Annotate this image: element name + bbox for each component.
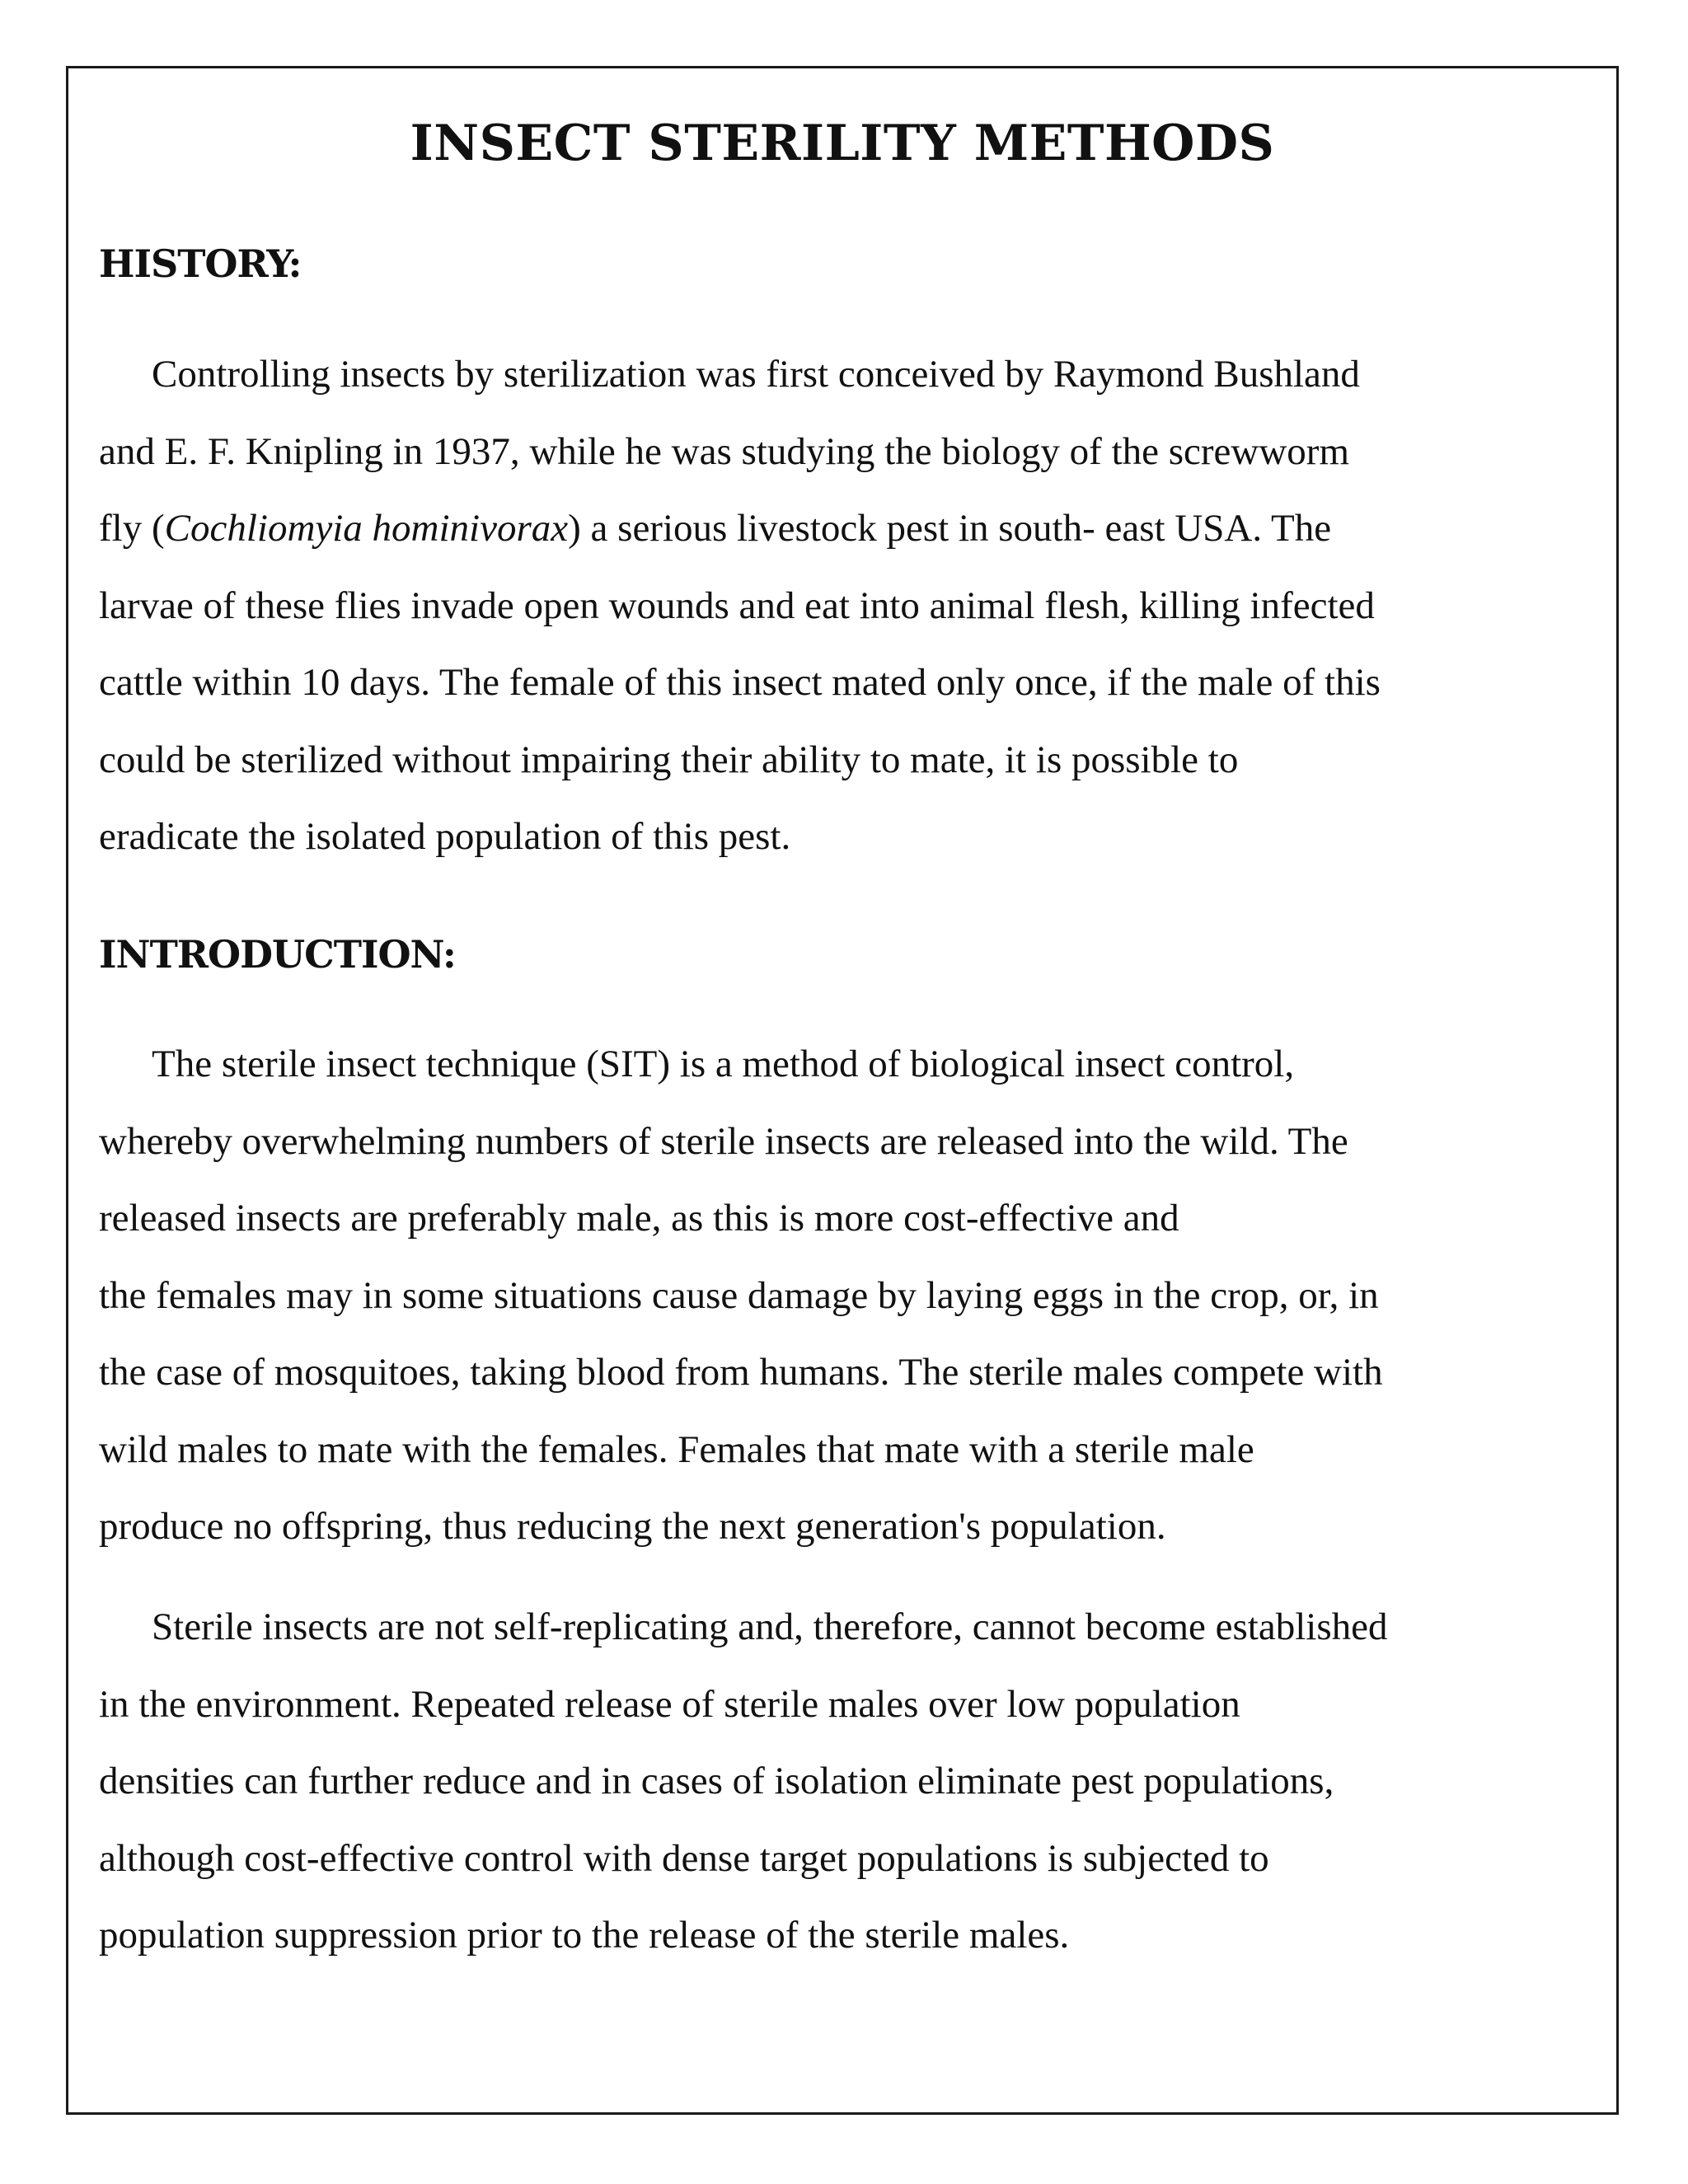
history-line-6: could be sterilized without impairing their ability to mate, it is possible to: [99, 738, 1239, 781]
history-heading: HISTORY:: [99, 241, 302, 286]
intro-p1-line-6: wild males to mate with the females. Females that mate with a sterile male: [99, 1427, 1254, 1471]
introduction-paragraph-1: [99, 1026, 1591, 1566]
history-line-1: Controlling insects by sterilization was first conceived by Raymond Bushland: [152, 353, 1360, 396]
history-line-4: larvae of these flies invade open wounds and eat into animal flesh, killing infected: [99, 583, 1375, 627]
introduction-paragraph-2: [99, 1589, 1591, 1975]
intro-p1-line-7: produce no offspring, thus reducing the next generation's population.: [99, 1505, 1166, 1548]
intro-p1-line-2: whereby overwhelming numbers of sterile insects are released into the wild. The: [99, 1119, 1348, 1163]
intro-p2-line-3: densities can further reduce and in cases of isolation eliminate pest populations,: [99, 1760, 1334, 1802]
intro-p2-line-4: although cost-effective control with dense target populations is subjected to: [99, 1836, 1269, 1880]
history-paragraph: [99, 336, 1591, 876]
intro-p1-line-5: the case of mosquitoes, taking blood from humans. The sterile males compete with: [99, 1351, 1383, 1394]
species-name: Cochliomyia hominivorax: [164, 507, 569, 550]
introduction-heading: INTRODUCTION:: [99, 932, 456, 977]
history-line-3-start: fly (: [99, 507, 165, 550]
history-line-3: [99, 490, 1591, 568]
intro-p2-line-5: population suppression prior to the release of the sterile males.: [99, 1914, 1070, 1957]
intro-p1-line-1: The sterile insect technique (SIT) is a method of biological insect control,: [152, 1043, 1295, 1085]
page-title: INSECT STERILITY METHODS: [410, 115, 1275, 172]
intro-p2-line-1: Sterile insects are not self-replicating and, therefore, cannot become established: [152, 1605, 1388, 1648]
history-line-5: cattle within 10 days. The female of this insect mated only once, if the male of this: [99, 661, 1381, 704]
history-line-3-end: ) a serious livestock pest in south- east USA. The: [568, 507, 1332, 550]
intro-p1-line-3: released insects are preferably male, as this is more cost-effective and: [99, 1197, 1179, 1240]
history-line-7: eradicate the isolated population of this pest.: [99, 815, 791, 858]
history-line-2: and E. F. Knipling in 1937, while he was studying the biology of the screwworm: [99, 429, 1350, 473]
intro-p2-line-2: in the environment. Repeated release of sterile males over low population: [99, 1682, 1240, 1726]
intro-p1-line-4: the females may in some situations cause damage by laying eggs in the crop, or, in: [99, 1273, 1379, 1317]
